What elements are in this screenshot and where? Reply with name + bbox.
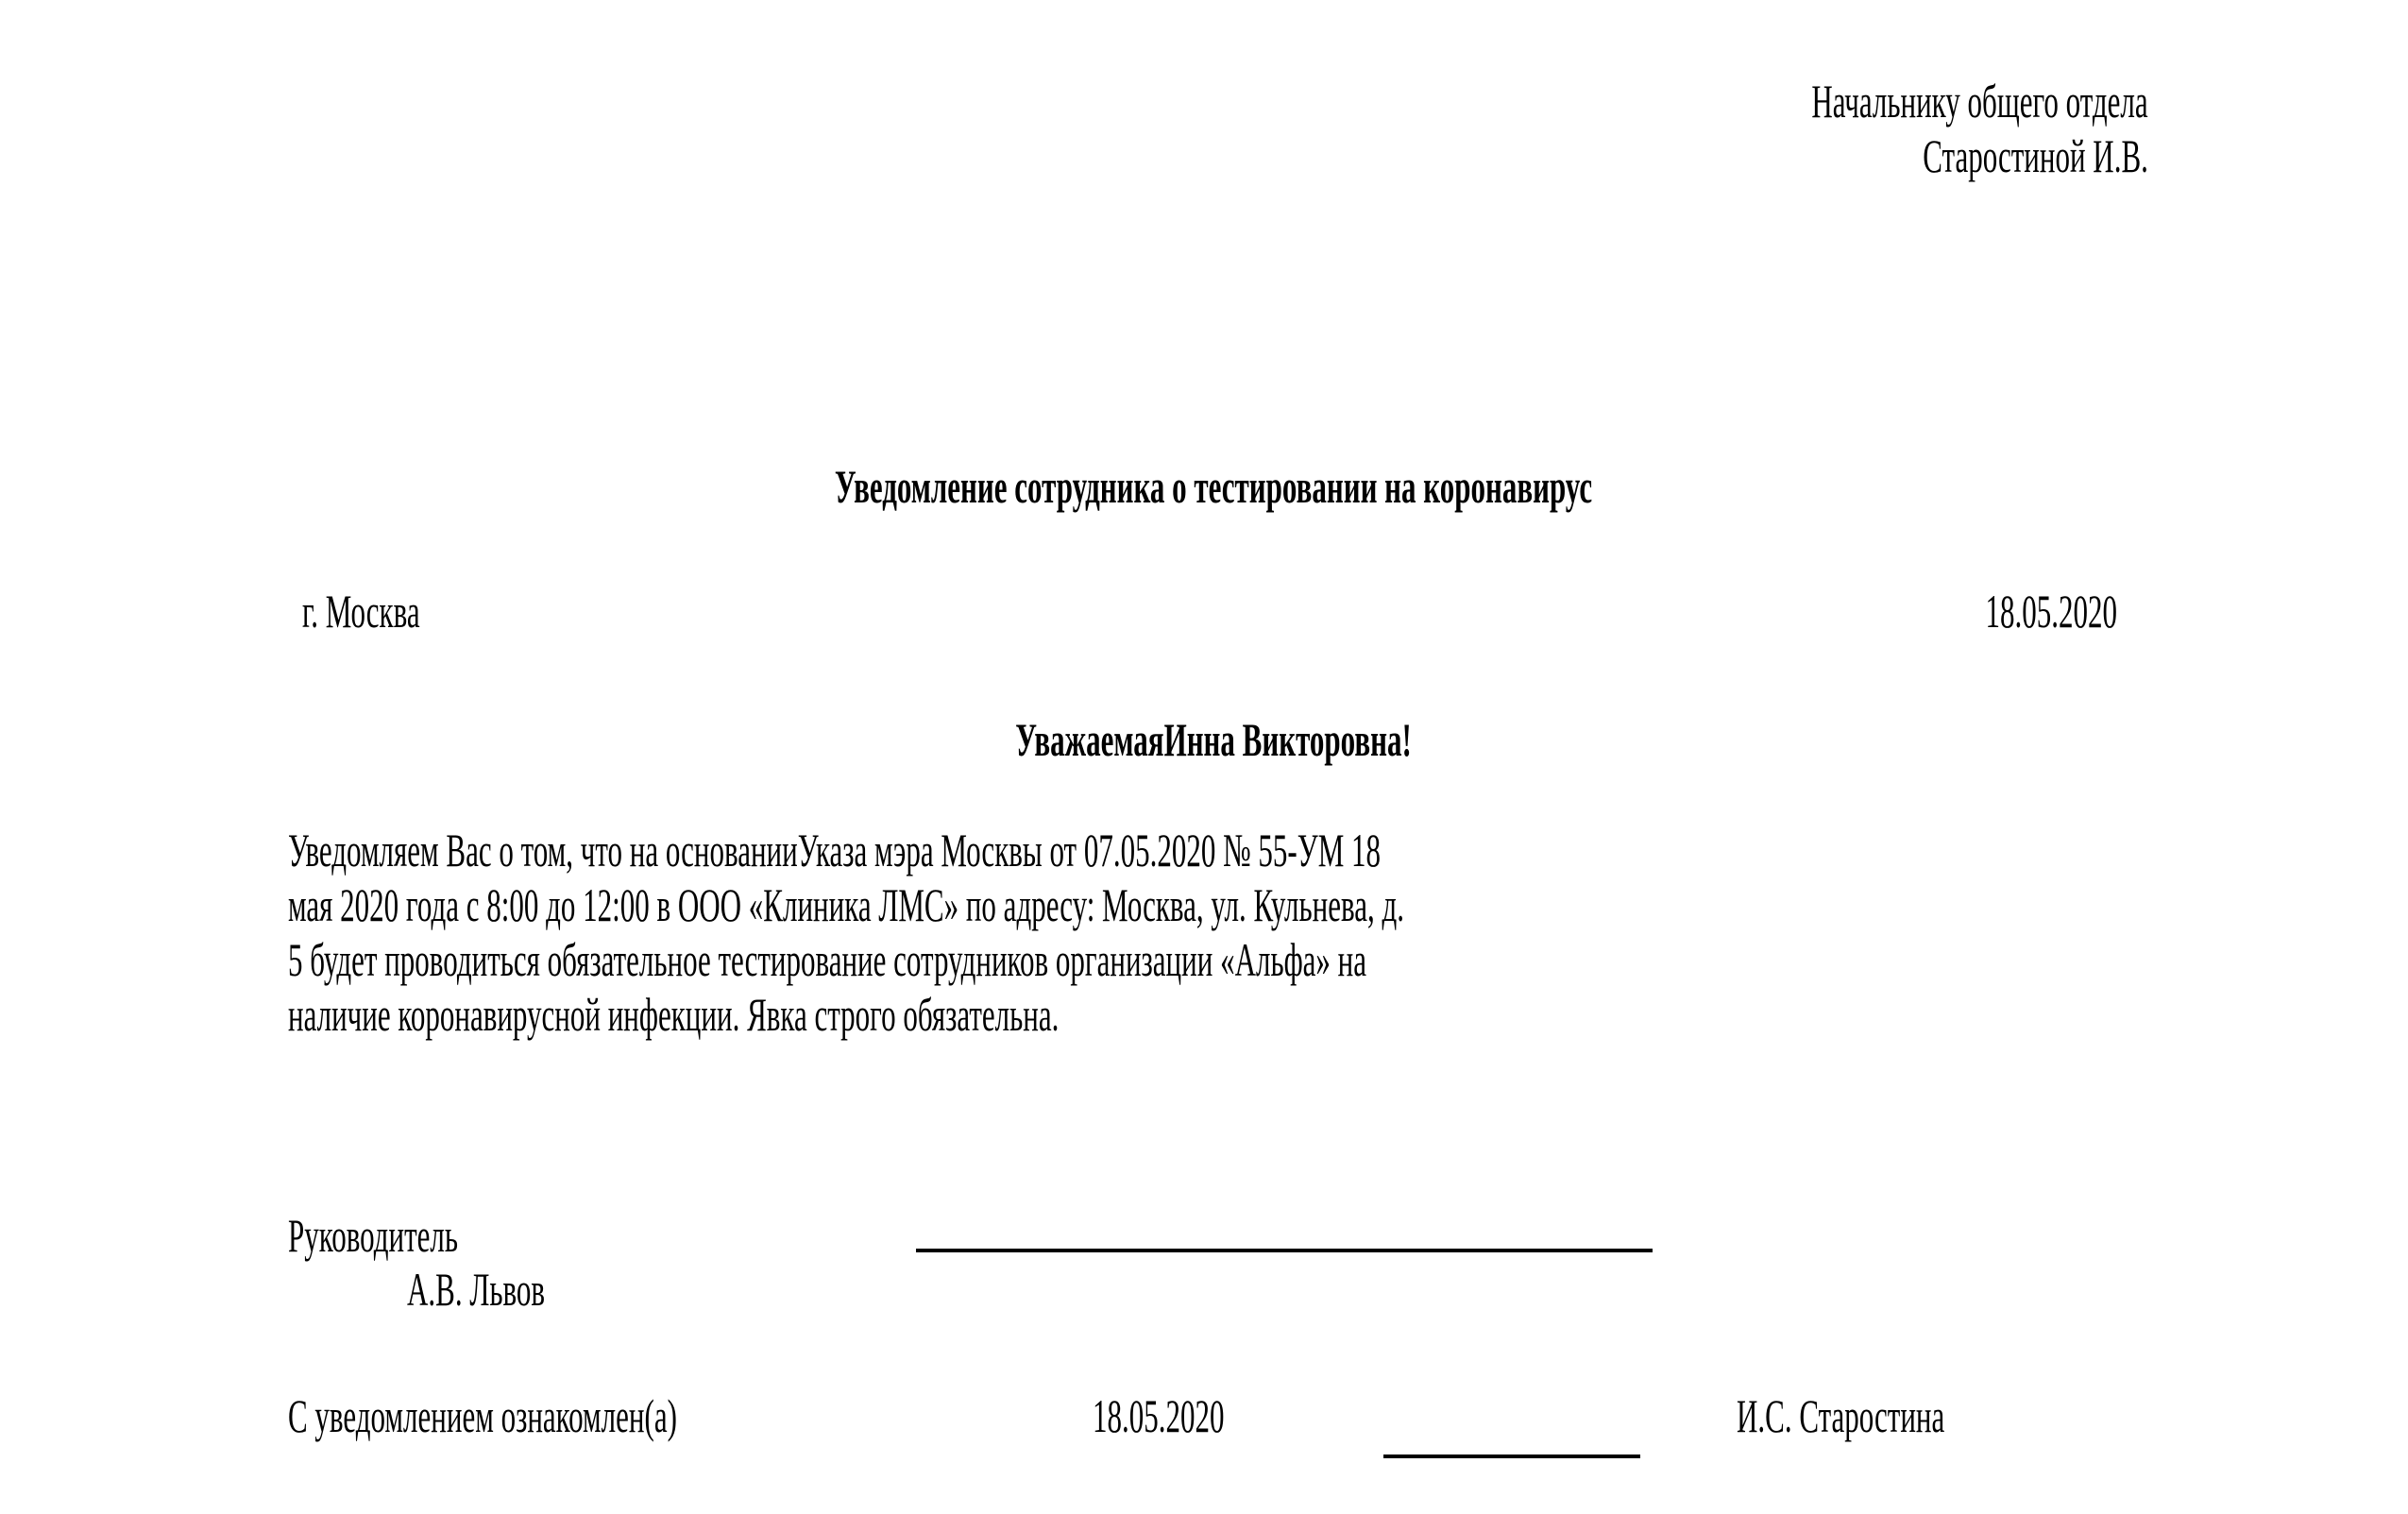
signer-name: А.В. Львов <box>407 1263 546 1316</box>
acknowledgement-name: И.С. Старостина <box>1737 1389 1945 1442</box>
document-title: Уведомление сотрудника о тестировании на коронавирус <box>834 460 1593 513</box>
signature-line <box>916 1249 1653 1252</box>
body-line: мая 2020 года с 8:00 до 12:00 в ООО «Клиника ЛМС» по адресу: Москва, ул. Кульнева, д. <box>288 878 1404 931</box>
greeting: УважаемаяИнна Викторовна! <box>1015 713 1412 766</box>
body-line: 5 будет проводиться обязательное тестирование сотрудников организации «Альфа» на <box>288 933 1367 986</box>
document-date: 18.05.2020 <box>1985 585 2117 638</box>
body-line: Уведомляем Вас о том, что на основанииУказа мэра Москвы от 07.05.2020 № 55-УМ 18 <box>288 824 1382 876</box>
addressee-line-1: Начальнику общего отдела <box>1811 75 2148 128</box>
body-line: наличие коронавирусной инфекции. Явка строго обязательна. <box>288 988 1060 1041</box>
acknowledgement-date: 18.05.2020 <box>1093 1389 1225 1442</box>
acknowledgement-signature-line <box>1383 1454 1640 1458</box>
place: г. Москва <box>302 585 420 638</box>
signer-position: Руководитель <box>288 1209 459 1262</box>
acknowledgement-label: С уведомлением ознакомлен(а) <box>288 1389 677 1442</box>
addressee-line-2: Старостиной И.В. <box>1923 129 2148 182</box>
